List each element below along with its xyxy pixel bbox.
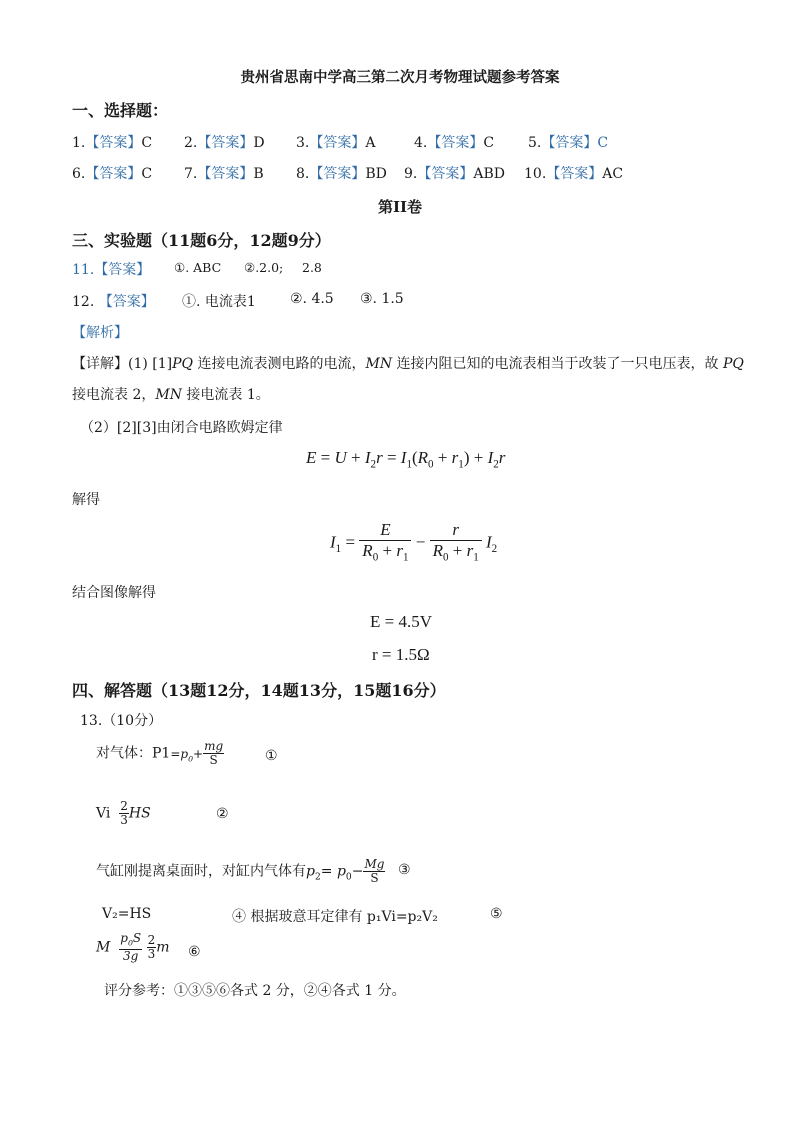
choice-answer-6: 6.【答案】C xyxy=(72,166,153,182)
q11-answer-label: 11.【答案】 xyxy=(72,262,151,278)
part-two-heading: 第II卷 xyxy=(377,198,423,216)
mass-result-equation: M $\frac{p_0S}{3g}$ $\frac{2}{3}$ m xyxy=(96,931,170,964)
section-solution-heading: 四、解答题（13题12分，14题13分，15题16分） xyxy=(72,681,446,700)
scoring-reference: 评分参考：①③⑤⑥各式 2 分，②④各式 1 分。 xyxy=(104,983,406,999)
step-2-text: （2）[2][3]由闭合电路欧姆定律 xyxy=(80,420,283,436)
q12-answer-2: ②. 4.5 xyxy=(290,291,334,307)
equation-ohm-law: $E = U + I_2r = I_1(R_0 + r_1) + I_2r$ xyxy=(306,448,506,471)
q12-answer-3: ③. 1.5 xyxy=(360,291,404,307)
choice-answer-1: 1.【答案】C xyxy=(72,135,153,151)
mark-5: ⑤ xyxy=(490,906,503,922)
choice-answer-8: 8.【答案】BD xyxy=(296,166,387,182)
mark-1: ① xyxy=(265,748,278,764)
choice-answer-2: 2.【答案】D xyxy=(184,135,265,151)
q12-answer-label: 12. 【答案】 xyxy=(72,294,155,310)
solve-label: 解得 xyxy=(72,492,100,508)
equation-current-i1: $I_1$ = $\frac{E}{R_0 + r_1}$ − $\frac{r}{R_0 + r_1}$ $I_2$ xyxy=(330,520,498,564)
q13-label: 13.（10分） xyxy=(80,713,163,729)
mark-3: ③ xyxy=(398,862,411,878)
volume-v2-equation: V₂=HS xyxy=(102,906,152,922)
detail-line-2: 接电流表 2，MN 接电流表 1。 xyxy=(72,387,270,403)
mark-2: ② xyxy=(216,806,229,822)
q11-answer-3: 2.8 xyxy=(302,260,322,275)
q11-answer-1: ①. ABC xyxy=(174,260,222,275)
section-choice-heading: 一、选择题： xyxy=(72,101,169,120)
mark-6: ⑥ xyxy=(188,944,201,960)
choice-answer-4: 4.【答案】C xyxy=(414,135,495,151)
lift-pressure-equation: 气缸刚提离桌面时，对缸内气体有$p_2= p_0-$ $\frac{Mg}{S}$ xyxy=(96,857,385,885)
choice-answer-7: 7.【答案】B xyxy=(184,166,264,182)
gas-pressure-equation: 对气体：$P1=p_0+$ $\frac{mg}{S}$ xyxy=(96,739,224,767)
boyle-law-equation: ④ 根据玻意耳定律有 p₁Vi=p₂V₂ xyxy=(232,909,438,925)
choice-answer-9: 9.【答案】ABD xyxy=(404,166,505,182)
analysis-tag: 【解析】 xyxy=(72,325,128,341)
q12-answer-1: ①. 电流表1 xyxy=(182,294,256,310)
choice-answer-10: 10.【答案】AC xyxy=(524,166,624,182)
result-r: r = 1.5Ω xyxy=(372,645,430,664)
choice-answer-5: 5.【答案】C xyxy=(528,135,609,151)
combine-label: 结合图像解得 xyxy=(72,585,156,601)
section-experiment-heading: 三、实验题（11题6分，12题9分） xyxy=(72,231,331,250)
detail-line-1: 【详解】(1) [1]PQ 连接电流表测电路的电流，MN 连接内阻已知的电流表相当于改装了一只电压表，故 PQ xyxy=(72,356,744,372)
result-e: E = 4.5V xyxy=(370,612,432,631)
choice-answer-3: 3.【答案】A xyxy=(296,135,376,151)
q11-answer-2: ②.2.0; xyxy=(244,260,284,275)
page-title: 贵州省思南中学高三第二次月考物理试题参考答案 xyxy=(240,69,560,86)
volume-v1-equation: Vi $\frac{2}{3}$ HS xyxy=(96,799,151,827)
